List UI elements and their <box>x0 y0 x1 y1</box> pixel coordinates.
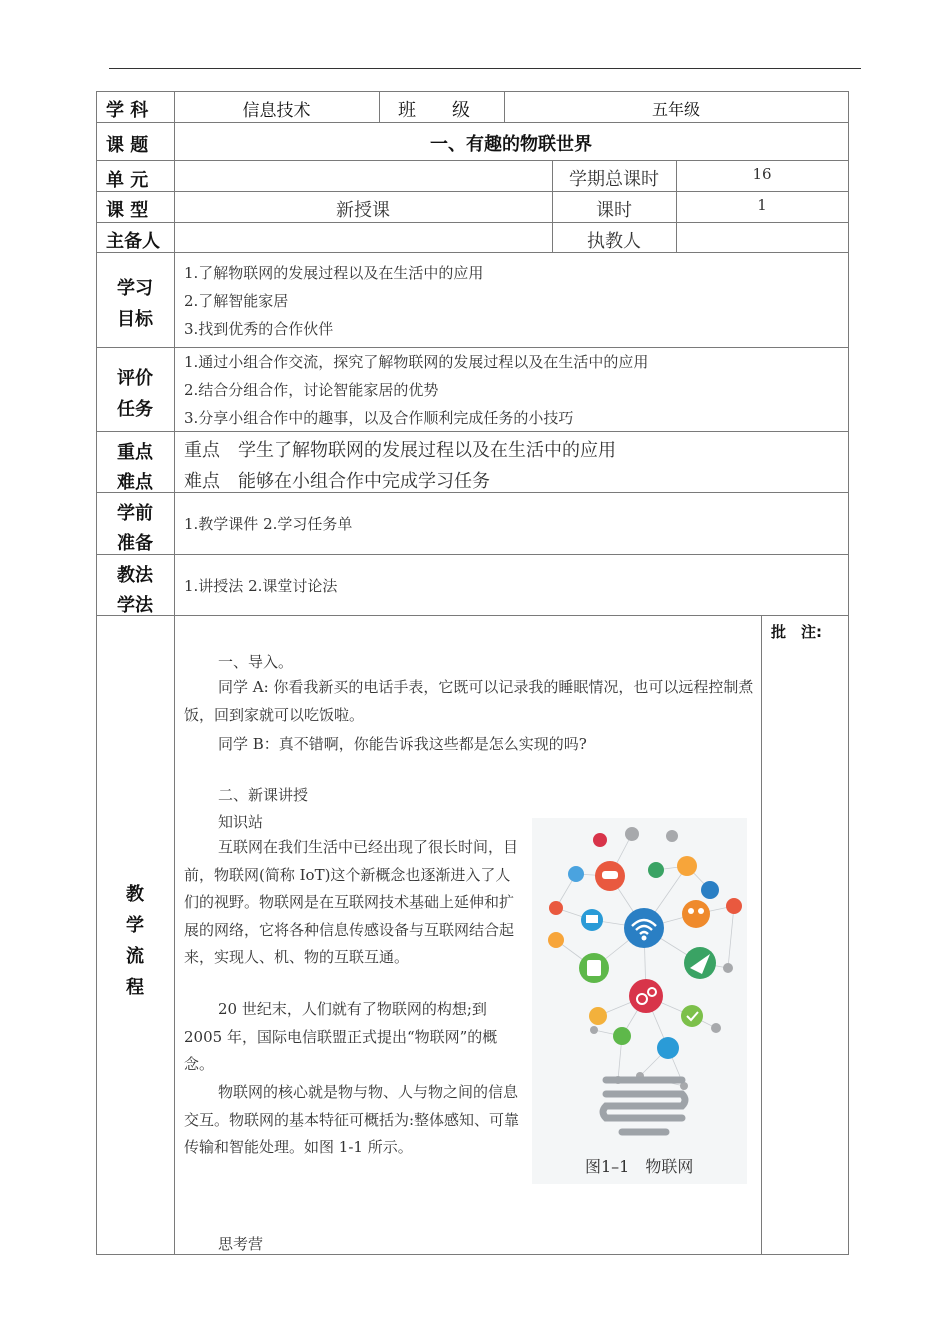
eval-label-2: 任务 <box>117 399 153 420</box>
goals-label-1: 学习 <box>117 278 153 299</box>
process-label-char-3: 流 <box>126 946 144 967</box>
eval-item-2: 2.结合分组合作，讨论智能家居的优势 <box>184 381 439 399</box>
eval-label-1: 评价 <box>117 368 153 389</box>
notes-label: 批 注: <box>771 623 822 641</box>
difficult-point: 难点 能够在小组合作中完成学习任务 <box>184 471 490 492</box>
topic-label: 课 题 <box>106 135 149 156</box>
preparer-label: 主备人 <box>106 231 160 252</box>
knowledge-station: 知识站 <box>218 813 264 831</box>
intro-heading: 一、导入。 <box>218 653 294 671</box>
topic-value: 一、有趣的物联世界 <box>430 134 592 155</box>
teacher-label: 执教人 <box>587 231 641 252</box>
goals-label-2: 目标 <box>117 309 153 330</box>
header-rule <box>109 68 861 69</box>
eval-item-3: 3.分享小组合作中的趣事，以及合作顺利完成任务的小技巧 <box>184 409 574 427</box>
subject-label: 学 科 <box>106 100 149 121</box>
type-label: 课 型 <box>106 200 149 221</box>
goal-item-3: 3.找到优秀的合作伙伴 <box>184 320 334 338</box>
process-label-char-1: 教 <box>126 884 144 905</box>
figure-caption: 图1–1 物联网 <box>585 1157 694 1176</box>
goal-item-1: 1.了解物联网的发展过程以及在生活中的应用 <box>184 264 484 282</box>
process-label-char-4: 程 <box>126 977 144 998</box>
method-label-2: 学法 <box>117 595 153 616</box>
eval-item-1: 1.通过小组合作交流，探究了解物联网的发展过程以及在生活中的应用 <box>184 353 649 371</box>
process-label-char-2: 学 <box>126 915 144 936</box>
para-3: 物联网的核心就是物与物、人与物之间的信息交互。物联网的基本特征可概括为:整体感知、可靠传输和智能处理。如图 1-1 所示。 <box>184 1083 520 1156</box>
iot-lightbulb-illustration <box>532 818 747 1184</box>
key-label-1: 重点 <box>117 442 153 463</box>
thinking-camp: 思考营 <box>218 1235 264 1253</box>
dialogue-b: 同学 B：真不错啊，你能告诉我这些都是怎么实现的吗? <box>218 735 587 753</box>
total-hours-label: 学期总课时 <box>569 169 659 190</box>
para-1: 互联网在我们生活中已经出现了很长时间，目前，物联网(简称 IoT)这个新概念也逐渐进入了人们的视野。物联网是在互联网技术基础上延伸和扩展的网络，它将各种信息传感设备与互联网结合起来，实现人、机、物的互联互通。 <box>184 838 519 966</box>
class-value: 五年级 <box>651 100 700 119</box>
prep-label-1: 学前 <box>117 503 153 524</box>
key-label-2: 难点 <box>117 472 153 493</box>
key-point: 重点 学生了解物联网的发展过程以及在生活中的应用 <box>184 440 616 461</box>
class-label: 班 级 <box>398 100 470 121</box>
dialogue-a: 同学 A: 你看我新买的电话手表，它既可以记录我的睡眠情况，也可以远程控制煮饭，回到家就可以吃饭啦。 <box>184 678 754 724</box>
prep-value: 1.教学课件 2.学习任务单 <box>184 515 353 533</box>
hour-value: 1 <box>757 196 767 214</box>
type-value: 新授课 <box>336 200 390 221</box>
para-2: 20 世纪末，人们就有了物联网的构想;到 2005 年，国际电信联盟正式提出“物联网”的概念。 <box>184 1000 498 1073</box>
prep-label-2: 准备 <box>117 533 153 554</box>
method-label-1: 教法 <box>117 565 153 586</box>
unit-label: 单 元 <box>106 170 149 191</box>
method-value: 1.讲授法 2.课堂讨论法 <box>184 577 338 595</box>
new-lesson-heading: 二、新课讲授 <box>218 786 309 804</box>
hour-label: 课时 <box>596 200 632 221</box>
subject-value: 信息技术 <box>242 101 311 121</box>
goal-item-2: 2.了解智能家居 <box>184 292 289 310</box>
total-hours-value: 16 <box>752 165 772 183</box>
iot-figure <box>532 818 747 1184</box>
